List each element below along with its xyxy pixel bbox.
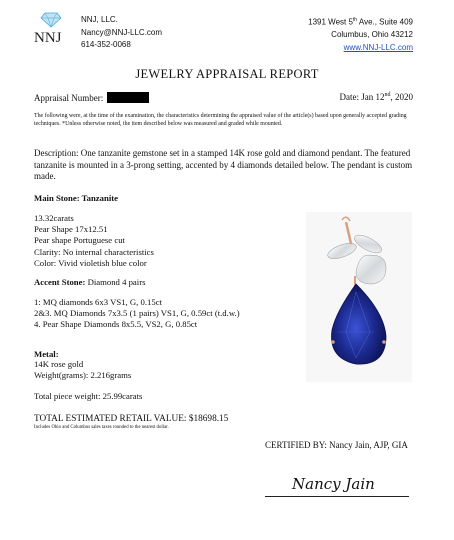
tax-note: Includes Ohio and Columbus sales taxes rounded to the nearest dollar. (34, 425, 169, 430)
tanzanite-pendant-image (306, 212, 412, 382)
main-stone-carats: 13.32carats (34, 213, 74, 223)
accent-stone-summary: Diamond 4 pairs (85, 277, 146, 287)
address-ordinal: th (352, 17, 358, 23)
metal-details (34, 359, 131, 381)
accent-stone-heading (34, 277, 145, 288)
logo-text: NNJ (34, 30, 62, 45)
accent-stone-line-3: 4. Pear Shape Diamonds 8x5.5, VS2, G, 0.85ct (34, 319, 198, 330)
main-stone-clarity: Clarity: No internal characteristics (34, 246, 154, 257)
appraisal-number-label: Appraisal Number: (34, 93, 104, 103)
metal-type: 14K rose gold (34, 359, 84, 369)
signature: Nancy Jain (292, 475, 375, 493)
report-date (340, 92, 414, 102)
appraisal-number-row (34, 92, 149, 103)
diamond-logo-icon (32, 11, 70, 45)
pear-diamond (356, 255, 386, 284)
description-paragraph: Description: One tanzanite gemstone set in a stamped 14K rose gold and diamond pendant. The featured tanzanite is mounted in a 3-prong setting, accented by 4 diamonds detailed below. The pendant is custom made. (34, 148, 413, 181)
accent-stone-line-2: 2&3. MQ Diamonds 7x3.5 (1 pairs) VS1, G, 0.59ct (t.d.w.) (34, 308, 240, 319)
nnj-logo (32, 11, 70, 45)
date-ordinal: nd (384, 92, 391, 98)
date-prefix: Date: Jan 12 (339, 92, 385, 102)
main-stone-heading: Main Stone: Tanzanite (34, 193, 118, 203)
website-link[interactable]: www.NNJ-LLC.com (343, 42, 413, 52)
metal-weight: Weight(grams): 2.216grams (34, 370, 132, 381)
company-email[interactable]: Nancy@NNJ-LLC.com (81, 27, 163, 37)
date-year: , 2020 (390, 92, 413, 102)
address-suite: Ave., Suite 409 (357, 17, 413, 27)
company-name: NNJ, LLC. (81, 15, 118, 24)
accent-stone-details (34, 297, 240, 331)
intro-paragraph: The following were, at the time of the examination, the characteristics determining the appraised value of the article(s) based upon generally accepted grading techniques. *Unless otherwise noted, the item described below was measured and graded while mounted. (34, 113, 407, 127)
certified-by: CERTIFIED BY: Nancy Jain, AJP, GIA (265, 440, 408, 450)
main-stone-color: Color: Vivid violetish blue color (34, 257, 147, 268)
accent-stone-line-1: 1: MQ diamonds 6x3 VS1, G, 0.15ct (34, 297, 162, 307)
metal-heading: Metal: (34, 349, 59, 359)
address-line-1 (308, 14, 413, 29)
company-address (308, 14, 413, 54)
address-line-2: Columbus, Ohio 43212 (331, 30, 413, 40)
main-stone-cut: Pear shape Portuguese cut (34, 235, 125, 246)
pendant-illustration (306, 212, 412, 382)
company-phone: 614-352-0068 (81, 40, 131, 49)
company-contact (81, 14, 162, 52)
accent-stone-label: Accent Stone: (34, 277, 86, 287)
redacted-appraisal-number (107, 92, 149, 103)
address-street: 1391 West 5 (308, 17, 353, 27)
main-stone-details (34, 213, 154, 269)
main-stone-shape: Pear Shape 17x12.51 (34, 224, 108, 235)
total-piece-weight: Total piece weight: 25.99carats (34, 391, 143, 401)
total-retail-value: TOTAL ESTIMATED RETAIL VALUE: $18698.15 (34, 414, 229, 424)
report-title: JEWELRY APPRAISAL REPORT (135, 67, 319, 81)
